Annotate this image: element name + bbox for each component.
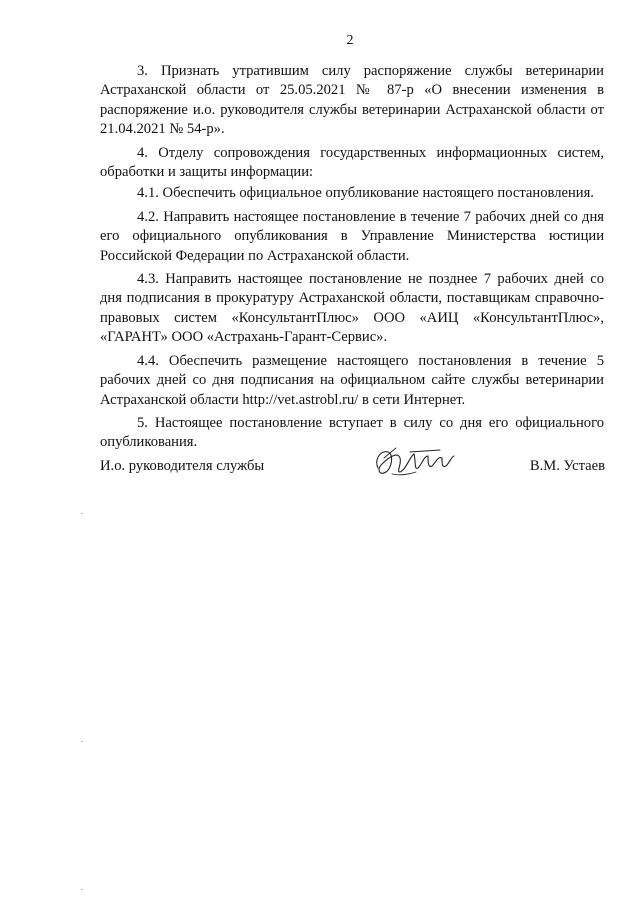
paragraph-4-2: 4.2. Направить настоящее постановление в течение 7 рабочих дней со дня его официального опубликования в Управление Министерства юстиции Российской Федерации по Астраханской области. bbox=[100, 208, 604, 264]
paragraph-4-4: 4.4. Обеспечить размещение настоящего постановления в течение 5 рабочих дней со дня подписания на официальном сайте службы ветеринарии Астраханской области http://vet.astrobl.ru/ в сети Интернет. bbox=[100, 352, 604, 408]
margin-mark bbox=[81, 741, 83, 742]
paragraph-4: 4. Отделу сопровождения государственных информационных систем, обработки и защиты информации: bbox=[100, 144, 604, 181]
page-number: 2 bbox=[346, 33, 354, 48]
signatory-title: И.о. руководителя службы bbox=[100, 458, 265, 474]
paragraph-4-3: 4.3. Направить настоящее постановление не позднее 7 рабочих дней со дня подписания в прокуратуру Астраханской области, поставщикам справочно-правовых систем «КонсультантПлюс» ООО «АИЦ «КонсультантПлюс», «ГАРАНТ» ООО «Астрахань-Гарант-Сервис». bbox=[100, 271, 604, 346]
document-body bbox=[100, 62, 604, 453]
signatory-name: В.М. Устаев bbox=[529, 458, 605, 474]
handwritten-signature bbox=[370, 438, 460, 486]
margin-mark bbox=[81, 513, 83, 514]
paragraph-3: 3. Признать утратившим силу распоряжение службы ветеринарии Астраханской области от 25.05.2021 № 87-р «О внесении изменения в распоряжение и.о. руководителя службы ветеринарии Астраханской области от 21.04.2021 № 54-р». bbox=[100, 63, 604, 138]
margin-mark bbox=[81, 889, 83, 890]
paragraph-5: 5. Настоящее постановление вступает в силу со дня его официального опубликования. bbox=[100, 414, 604, 451]
paragraph-4-1: 4.1. Обеспечить официальное опубликование настоящего постановления. bbox=[137, 185, 594, 202]
